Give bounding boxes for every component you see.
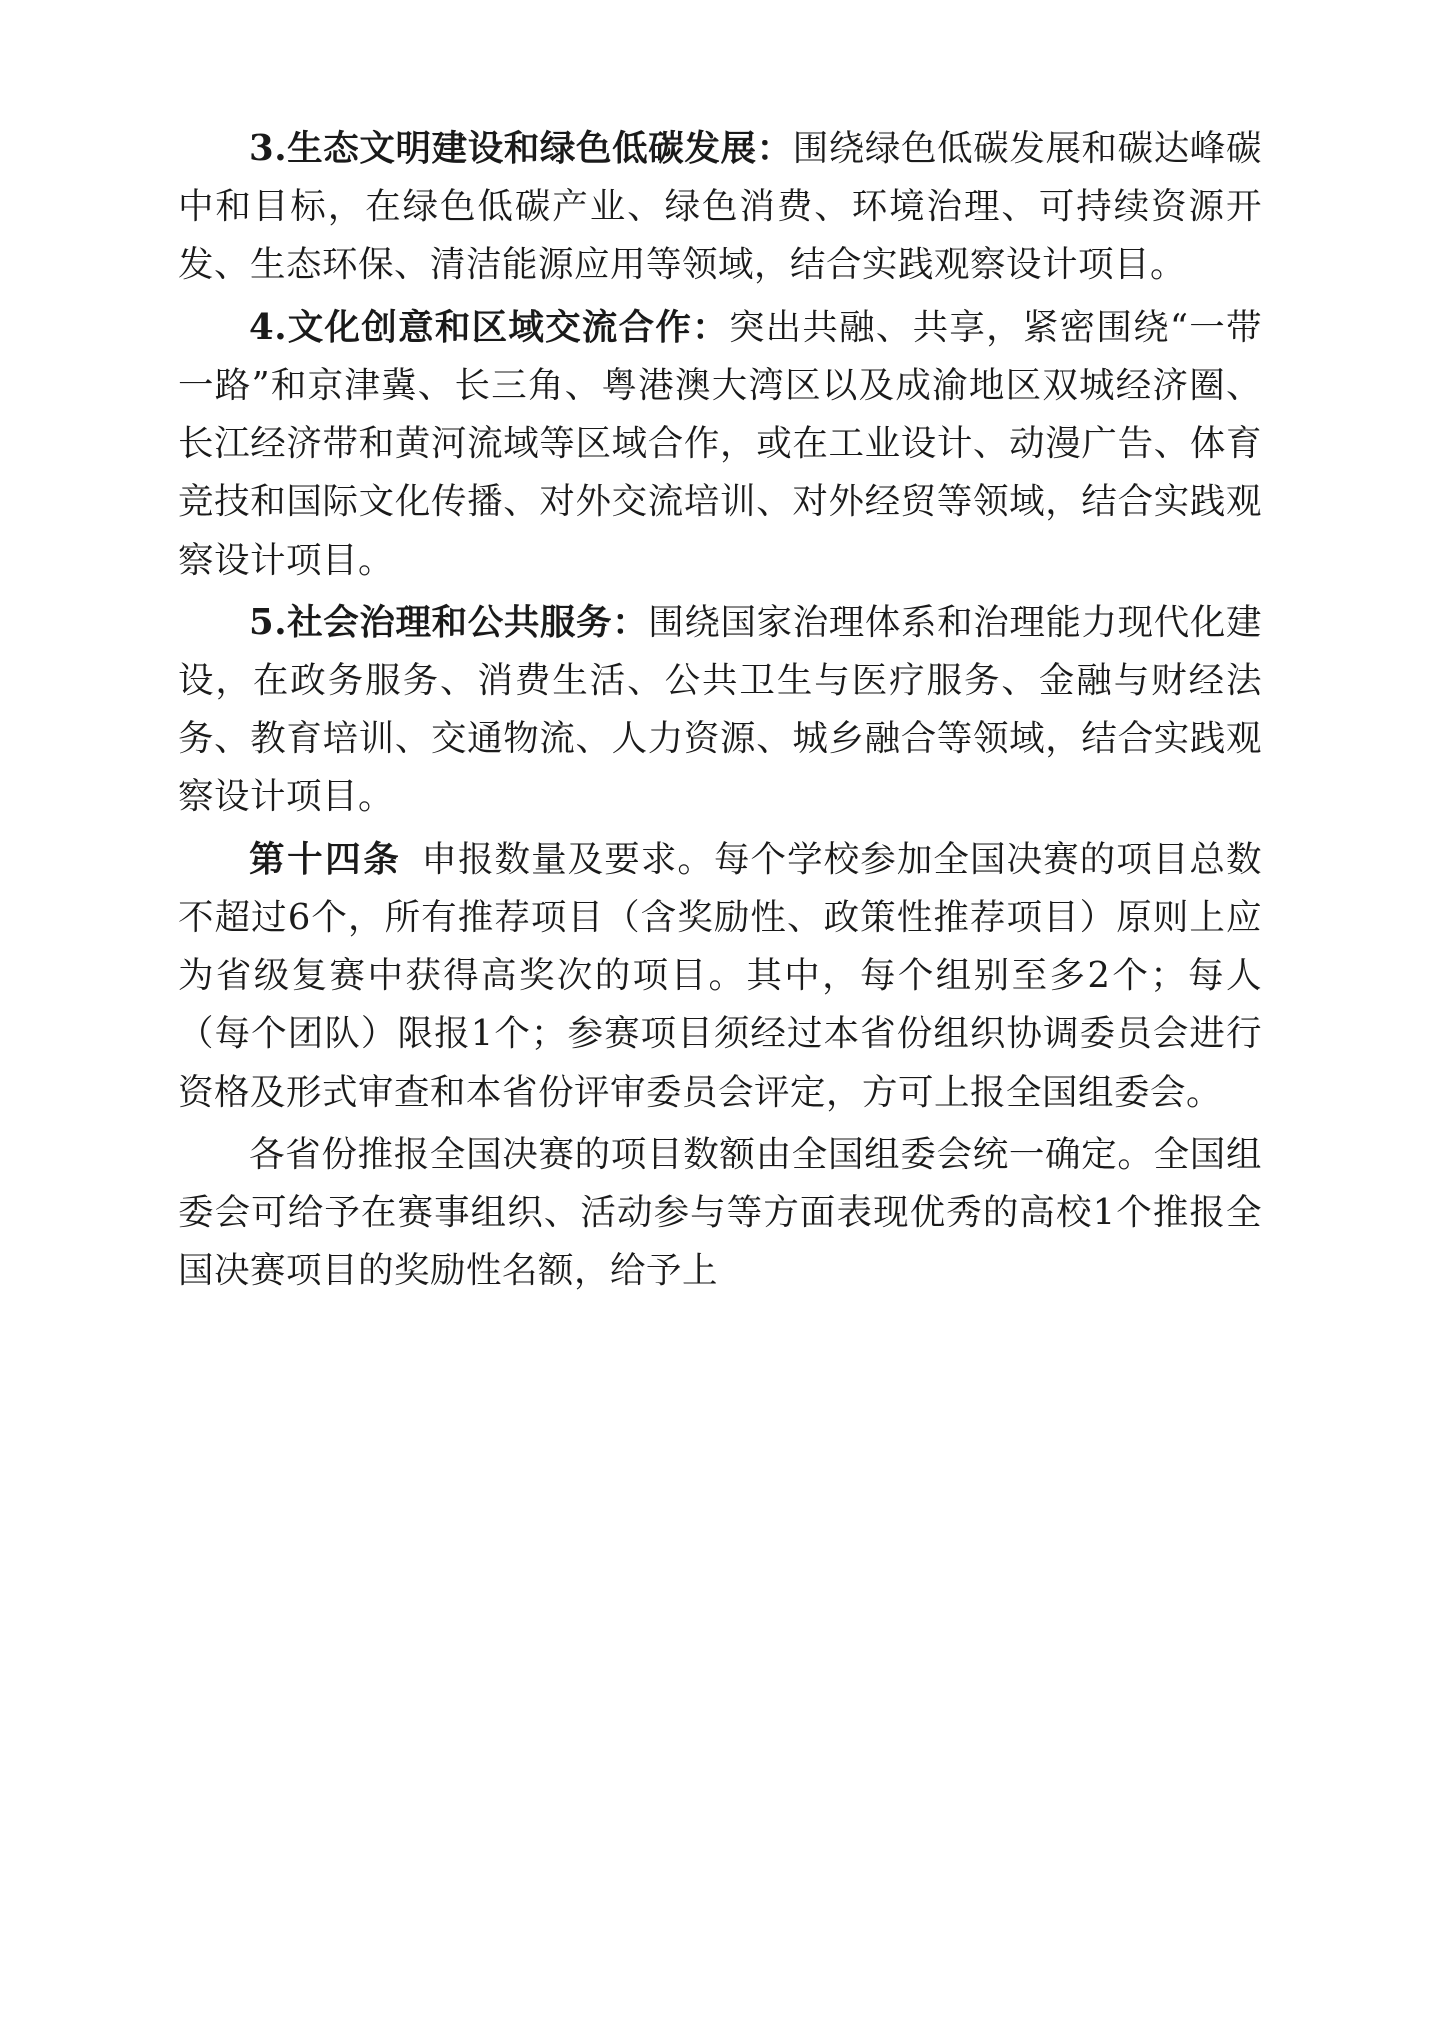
- paragraph-item-4: [178, 299, 1262, 590]
- paragraph-article-14: [178, 831, 1262, 1122]
- paragraph-text: 围绕绿色低碳发展和碳达峰碳中和目标，在绿色低碳产业、绿色消费、环境治理、可持续资源开发、生态环保、清洁能源应用等领域，结合实践观察设计项目。: [178, 128, 1262, 286]
- paragraph-text: 申报数量及要求。每个学校参加全国决赛的项目总数不超过6个，所有推荐项目（含奖励性、政策性推荐项目）原则上应为省级复赛中获得高奖次的项目。其中，每个组别至多2个；每人（每个团队）限报1个；参赛项目须经过本省份组织协调委员会进行资格及形式审查和本省份评审委员会评定，方可上报全国组委会。: [178, 838, 1262, 1113]
- paragraph-article-14-continued: [178, 1126, 1262, 1301]
- paragraph-lead: 4.文化创意和区域交流合作：: [249, 306, 729, 348]
- paragraph-text: 突出共融、共享，紧密围绕“一带一路”和京津冀、长三角、粤港澳大湾区以及成渝地区双城经济圈、长江经济带和黄河流域等区域合作，或在工业设计、动漫广告、体育竞技和国际文化传播、对外交流培训、对外经贸等领域，结合实践观察设计项目。: [178, 306, 1262, 581]
- paragraph-item-5: [178, 594, 1262, 827]
- paragraph-lead: 3.生态文明建设和绿色低碳发展：: [249, 128, 793, 169]
- article-number: 第十四条: [249, 838, 402, 880]
- paragraph-text: 围绕国家治理体系和治理能力现代化建设，在政务服务、消费生活、公共卫生与医疗服务、金融与财经法务、教育培训、交通物流、人力资源、城乡融合等领域，结合实践观察设计项目。: [178, 601, 1262, 818]
- paragraph-item-3: [178, 120, 1262, 295]
- document-body: [178, 120, 1262, 1300]
- paragraph-text: 各省份推报全国决赛的项目数额由全国组委会统一确定。全国组委会可给予在赛事组织、活动参与等方面表现优秀的高校1个推报全国决赛项目的奖励性名额，给予上: [178, 1133, 1262, 1292]
- paragraph-lead: 5.社会治理和公共服务：: [249, 601, 649, 643]
